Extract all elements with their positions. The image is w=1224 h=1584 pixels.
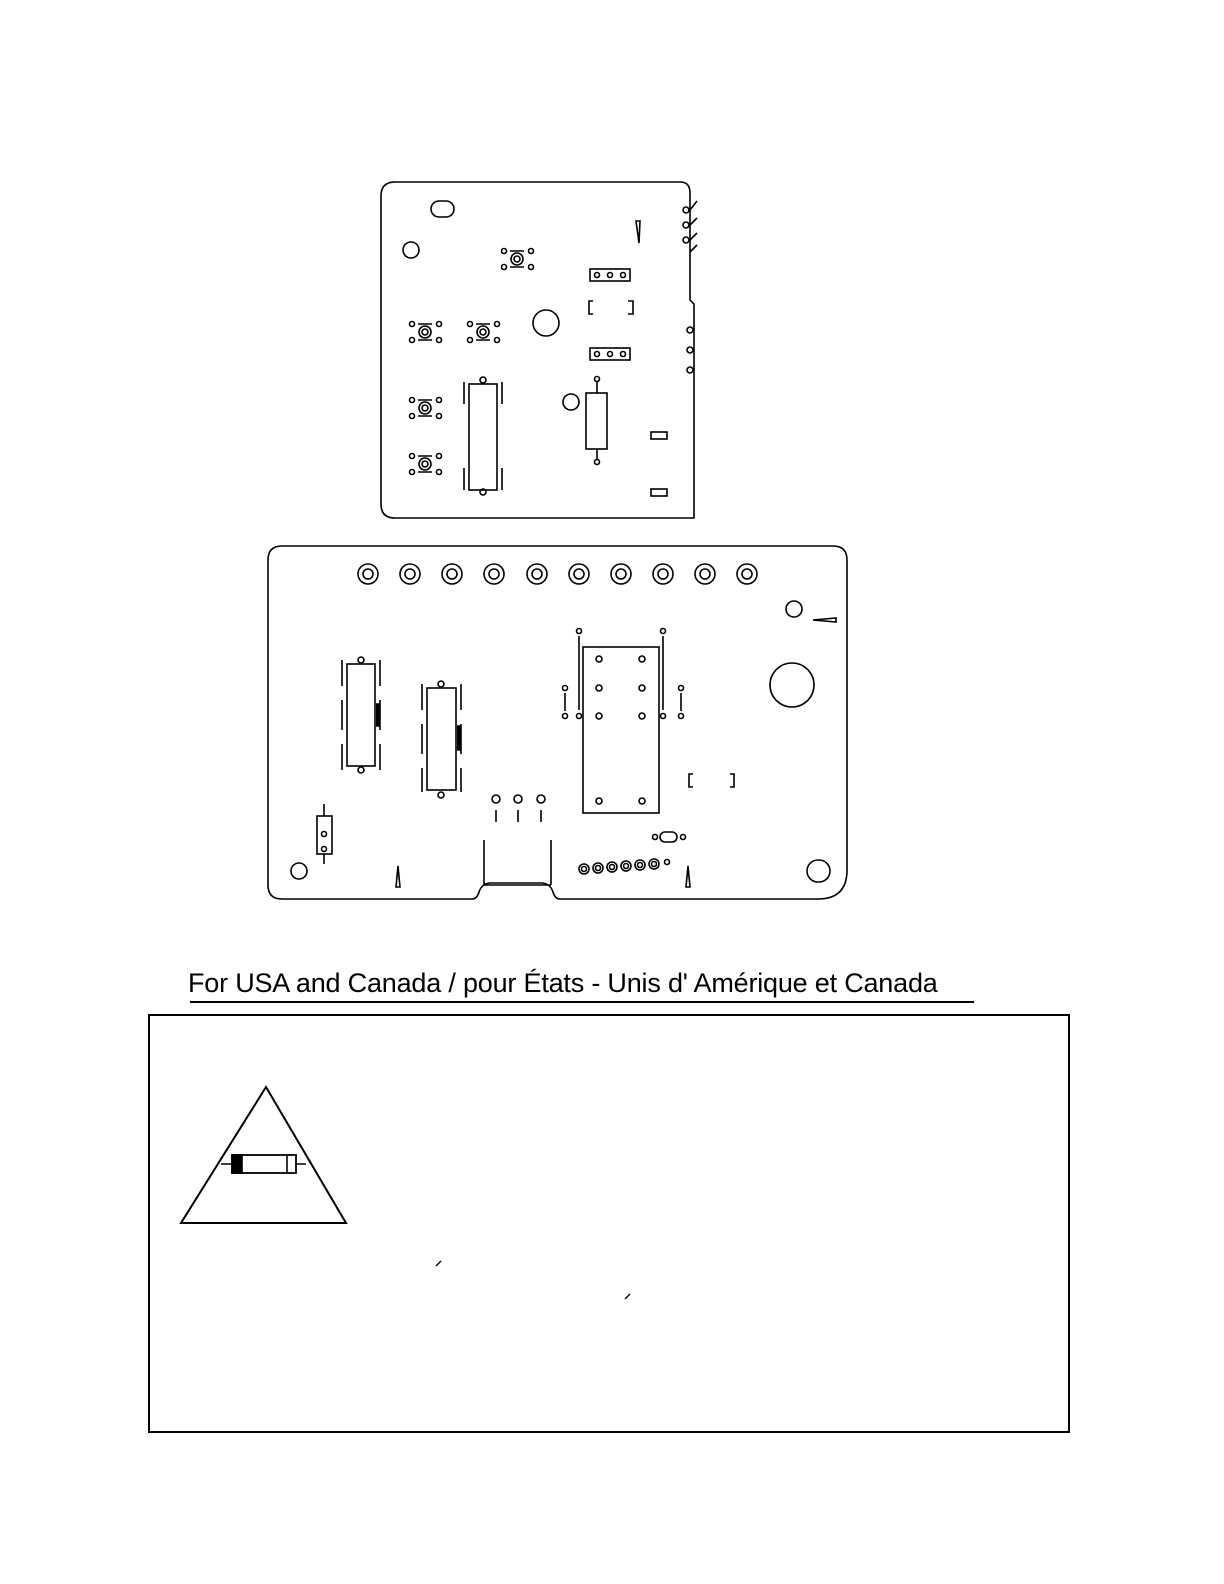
main-relay bbox=[563, 629, 684, 814]
push-button bbox=[410, 454, 442, 475]
tall-component bbox=[464, 377, 502, 495]
crystal bbox=[653, 832, 686, 842]
mounting-hole bbox=[786, 601, 802, 617]
push-button bbox=[410, 398, 442, 419]
resistor bbox=[317, 804, 332, 864]
mounting-hole bbox=[533, 310, 559, 336]
mounting-hole bbox=[770, 663, 814, 707]
pin-header bbox=[590, 348, 630, 360]
terminal-row bbox=[358, 564, 757, 584]
slot-hole bbox=[807, 860, 830, 882]
top-board-outline bbox=[381, 182, 694, 518]
push-button bbox=[468, 322, 500, 343]
bottom-board-outline bbox=[268, 546, 847, 899]
orientation-marker bbox=[813, 618, 836, 622]
push-button bbox=[410, 322, 442, 343]
three-lead-component bbox=[484, 795, 551, 885]
resistor bbox=[586, 377, 607, 465]
heading-underline bbox=[190, 1001, 974, 1003]
pin-row bbox=[579, 859, 670, 874]
warning-box bbox=[148, 1014, 1070, 1433]
top-board bbox=[381, 182, 697, 518]
region-heading: For USA and Canada / pour États - Unis d' Amérique et Canada bbox=[188, 968, 938, 998]
slot-hole bbox=[431, 201, 454, 217]
pad bbox=[651, 432, 667, 439]
mounting-hole bbox=[291, 863, 307, 879]
relay-component bbox=[342, 657, 380, 773]
pad bbox=[651, 489, 667, 496]
relay-component bbox=[422, 681, 461, 798]
push-button bbox=[502, 249, 534, 270]
placement-brackets bbox=[689, 774, 734, 787]
pin-header bbox=[590, 269, 630, 281]
orientation-marker bbox=[636, 221, 640, 243]
orientation-marker bbox=[686, 866, 690, 887]
orientation-marker bbox=[396, 866, 400, 887]
bottom-board bbox=[268, 546, 847, 899]
mounting-hole bbox=[403, 242, 419, 258]
mounting-hole bbox=[563, 394, 579, 410]
placement-brackets bbox=[589, 301, 633, 314]
